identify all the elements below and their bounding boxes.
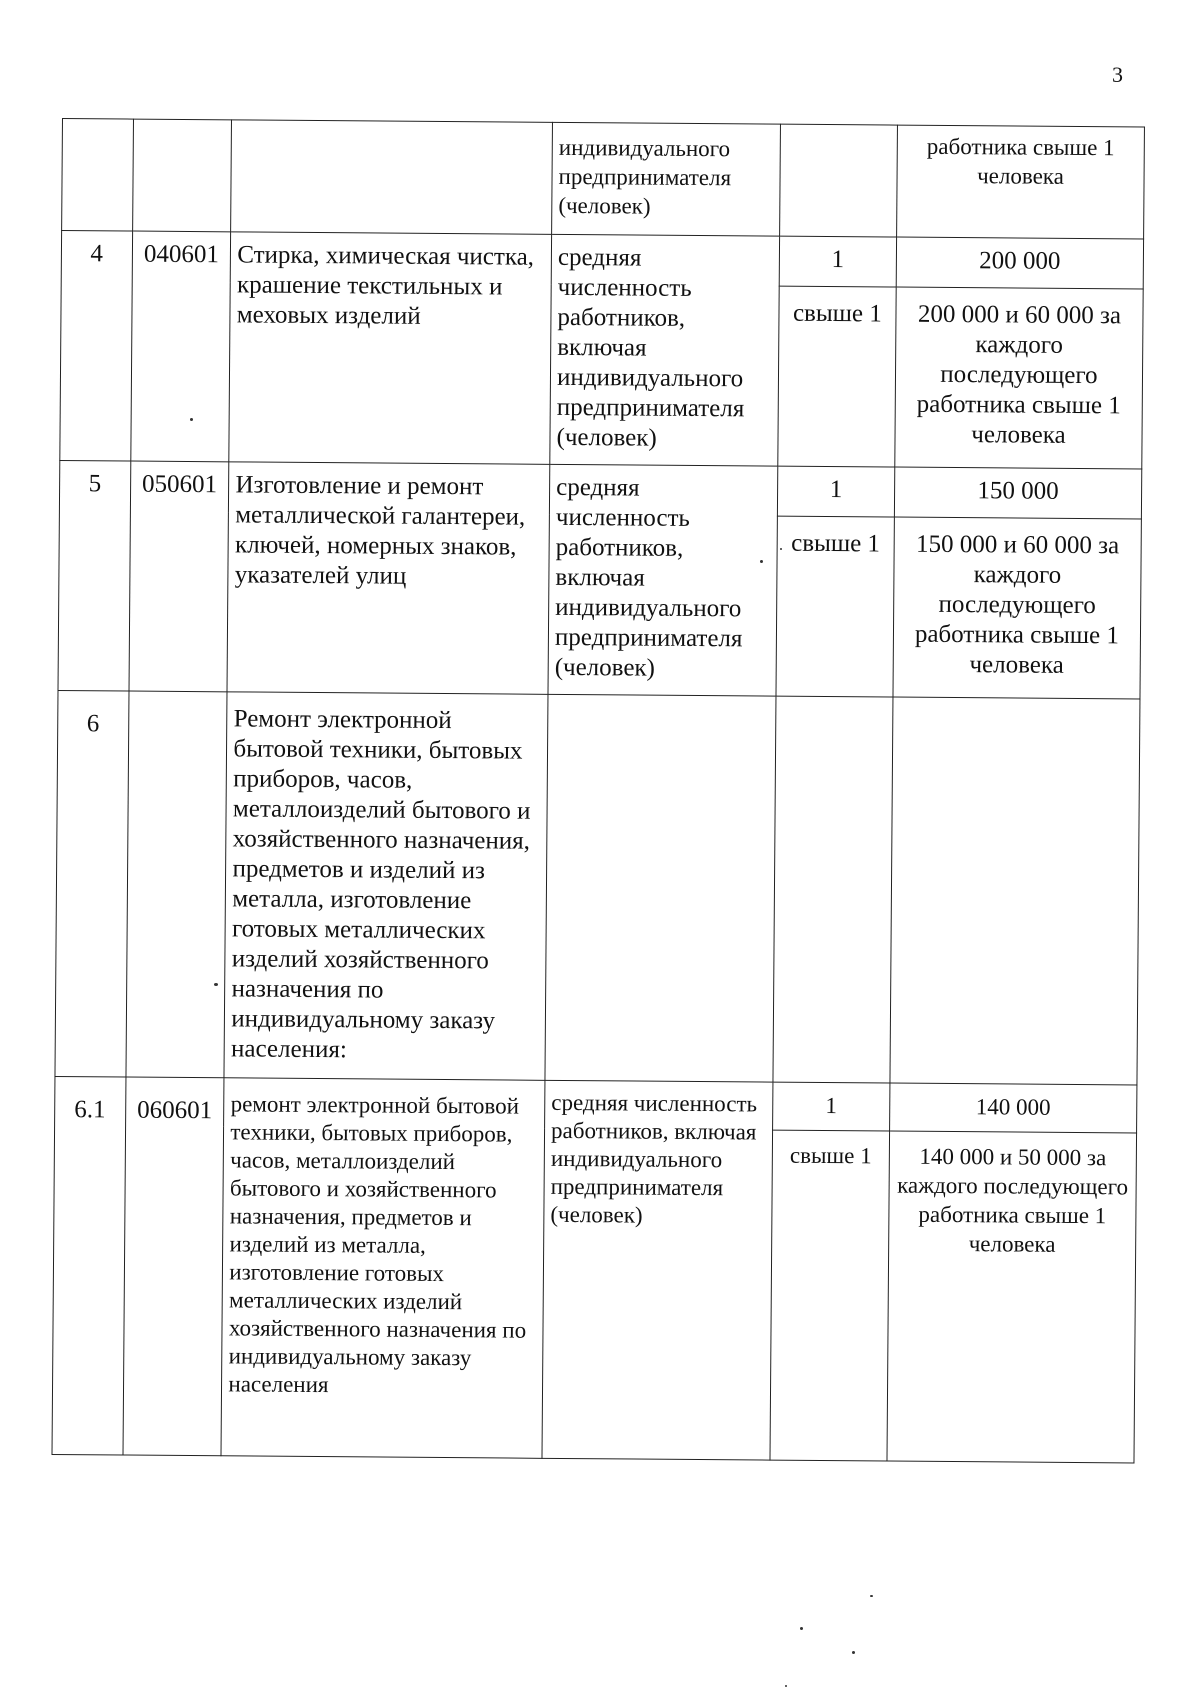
row-count-1: 1 (779, 236, 896, 287)
scan-speck (760, 560, 763, 563)
row-indicator: средняя численность работников, включая индивидуального предпринимателя (человек) (548, 464, 778, 696)
count-cell (780, 124, 898, 237)
code-cell (132, 119, 232, 232)
row-count-2: свыше 1 (778, 286, 896, 467)
row-name: Стирка, химическая чистка, крашение текстильных и меховых изделий (229, 232, 551, 465)
row-count-2: свыше 1 (770, 1130, 890, 1461)
row-count (773, 696, 893, 1083)
amount-cell: работника свыше 1 человека (896, 125, 1144, 239)
indicator-cell: индивидуального предпринимателя (человек) (552, 122, 781, 236)
row-amount-1: 140 000 (889, 1083, 1136, 1133)
row-indicator (545, 694, 776, 1082)
row-amount-1: 200 000 (896, 237, 1143, 289)
table-row (59, 460, 1141, 518)
row-number: 4 (60, 231, 132, 462)
page-number: 3 (1112, 62, 1123, 87)
name-cell (231, 120, 553, 235)
row-code: 060601 (123, 1077, 225, 1456)
row-count-1: 1 (773, 1082, 890, 1131)
row-number: 5 (58, 460, 130, 691)
row-number: 6 (55, 690, 129, 1077)
num-cell (62, 119, 133, 232)
scan-speck (785, 1685, 787, 1687)
row-count-2: свыше 1 (776, 516, 894, 697)
scan-speck (870, 1595, 873, 1597)
scan-speck (800, 1627, 803, 1630)
document-table-wrapper (51, 118, 1144, 1463)
continuation-row (62, 119, 1145, 239)
scan-speck (214, 983, 218, 986)
row-indicator: средняя численность работников, включая индивидуального предпринимателя (человек) (550, 234, 780, 466)
scan-speck (190, 418, 193, 421)
row-name: ремонт электронной бытовой техники, бытовых приборов, часов, металлоизделий бытового и хозяйственного назначения, предметов и изделий из металла, изготовление готовых металлических изделий хозяйственного назначения по индивидуальному заказу населения (221, 1078, 545, 1459)
row-code (126, 691, 228, 1078)
row-count-1: 1 (777, 466, 894, 517)
scan-speck (852, 1651, 855, 1654)
row-amount-1: 150 000 (894, 467, 1141, 519)
row-amount (890, 697, 1140, 1085)
scan-speck (780, 548, 782, 550)
row-number: 6.1 (52, 1076, 126, 1455)
rates-table (51, 118, 1144, 1463)
row-indicator: средняя численность работников, включая индивидуального предпринимателя (человек) (542, 1080, 773, 1460)
row-amount-2: 200 000 и 60 000 за каждого последующего работника свыше 1 человека (895, 287, 1143, 469)
table-row (55, 1076, 1137, 1132)
row-name: Ремонт электронной бытовой техники, бытовых приборов, часов, металлоизделий бытового и хозяйственного назначения, предметов и изделий из металла, изготовление готовых металлических изделий хозяйственного назначения по индивидуальному заказу населения: (224, 692, 548, 1081)
row-name: Изготовление и ремонт металлической галантереи, ключей, номерных знаков, указателей улиц (227, 462, 549, 695)
row-amount-2: 140 000 и 50 000 за каждого последующего работника свыше 1 человека (887, 1131, 1137, 1463)
table-row (61, 231, 1143, 289)
row-code: 050601 (129, 461, 230, 692)
row-code: 040601 (130, 231, 231, 462)
row-amount-2: 150 000 и 60 000 за каждого последующего работника свыше 1 человека (893, 517, 1141, 699)
table-row (55, 690, 1140, 1084)
